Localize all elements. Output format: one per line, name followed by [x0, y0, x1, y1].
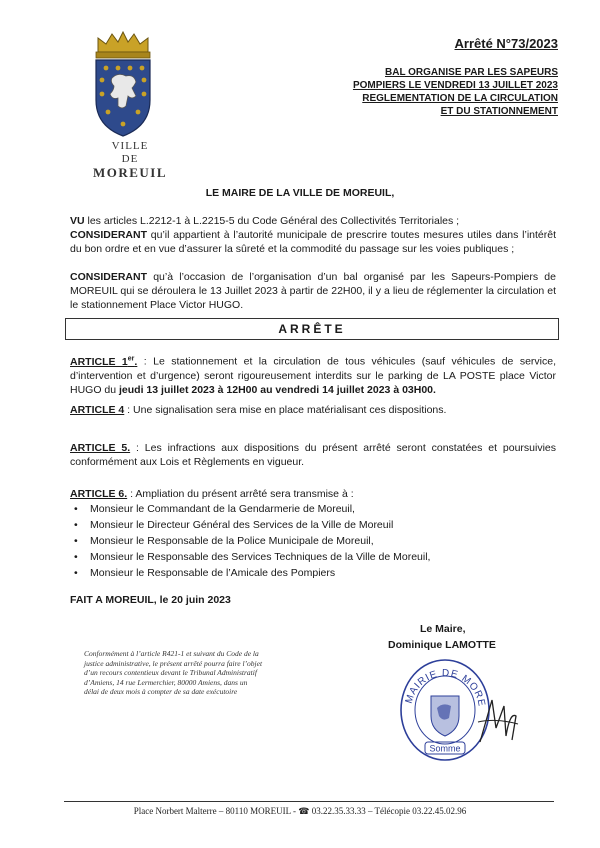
handwritten-signature — [476, 692, 520, 748]
considerant-text: qu’à l’occasion de l’organisation d’un bal organisé par les Sapeurs-Pompiers de MOREUIL qui se déroulera le 13 Juillet 2023 à partir de 22H00, il y a lieu de réglementer la circulation et le stationnement Place Victor HUGO. — [70, 271, 556, 311]
seal-text-bottom: Somme — [429, 743, 461, 754]
article-6-text: : Ampliation du présent arrêté sera transmise à : — [127, 488, 354, 500]
article-4-text: : Une signalisation sera mise en place matérialisant ces dispositions. — [124, 404, 447, 416]
article-6 — [70, 487, 556, 501]
article-5 — [70, 441, 556, 469]
subject-line: BAL ORGANISE PAR LES SAPEURS — [385, 67, 558, 78]
considerant-lead: CONSIDERANT — [70, 271, 148, 283]
considerant-paragraph-1 — [70, 228, 556, 256]
article-1-title — [70, 356, 137, 368]
vu-lead: VU — [70, 215, 85, 227]
article-1-text: : Le stationnement et la circulation de tous véhicules (sauf véhicules de service, d’intervention et d’urgence) seront rigoureusement interdits sur le parking de LA POSTE place Victor HUGO du — [70, 355, 556, 396]
footer-divider — [64, 801, 554, 802]
footer-contact — [0, 806, 600, 817]
arrete-title: ARRÊTE — [65, 318, 559, 340]
article-1-title-text: ARTICLE 1 — [70, 355, 128, 368]
considerant-lead: CONSIDERANT — [70, 229, 148, 241]
fait-a-date: FAIT A MOREUIL, le 20 juin 2023 — [70, 594, 231, 606]
vu-paragraph — [70, 214, 556, 228]
ville-line-2: DE — [121, 153, 139, 165]
article-5-title: ARTICLE 5. — [70, 442, 131, 454]
list-item: • Monsieur le Commandant de la Gendarmerie de Moreuil, — [70, 501, 556, 517]
ville-line-1: VILLE — [111, 140, 149, 152]
list-item: • Monsieur le Responsable de l’Amicale des Pompiers — [70, 565, 556, 581]
legal-notice: Conformément à l’article R421-1 et suivant du Code de la justice administrative, le présent arrêté pourra faire l’objet d’un recours contentieux devant le Tribunal Administratif d’Amiens, 14 rue Lermerchier, 80000 Amiens, dans un délai de deux mois à compter de sa date exécutoire — [84, 649, 263, 696]
article-1 — [70, 352, 556, 397]
list-item: • Monsieur le Responsable de la Police Municipale de Moreuil, — [70, 533, 556, 549]
city-crest — [88, 30, 158, 140]
article-1-sup: er — [127, 355, 135, 362]
footer-address: Place Norbert Malterre – 80110 MOREUIL - — [133, 806, 299, 816]
subject-line: REGLEMENTATION DE LA CIRCULATION — [362, 93, 558, 104]
subject-line: ET DU STATIONNEMENT — [440, 106, 558, 117]
phone-icon: ☎ — [298, 806, 310, 816]
article-1-title-end: . — [134, 355, 138, 368]
recipient-list — [70, 501, 556, 581]
considerant-text: qu’il appartient à l’autorité municipale de prescrire toutes mesures utiles dans l’intérêt du bon ordre et en vue d’assurer la sûreté et la commodité du passage sur les voies publiques ; — [70, 229, 556, 255]
arrete-subject — [353, 66, 558, 118]
list-item: • Monsieur le Directeur Général des Services de la Ville de Moreuil — [70, 517, 556, 533]
vu-text: les articles L.2212-1 à L.2215-5 du Code Général des Collectivités Territoriales ; — [84, 215, 460, 227]
article-4 — [70, 403, 556, 417]
article-1-dates: jeudi 13 juillet 2023 à 12H00 au vendredi 14 juillet 2023 à 03H00. — [119, 383, 436, 396]
article-5-text: : Les infractions aux dispositions du présent arrêté seront constatées et poursuivies conformément aux Lois et Règlements en vigueur. — [70, 442, 556, 468]
arrete-number: Arrêté N°73/2023 — [454, 36, 558, 51]
ville-line-3: MOREUIL — [92, 165, 168, 180]
signatory-title: Le Maire, — [420, 623, 466, 635]
signatory-name: Dominique LAMOTTE — [388, 639, 496, 651]
considerant-paragraph-2 — [70, 270, 556, 312]
article-6-title: ARTICLE 6. — [70, 488, 128, 500]
list-item: • Monsieur le Responsable des Services Techniques de la Ville de Moreuil, — [70, 549, 556, 565]
maire-heading: LE MAIRE DE LA VILLE DE MOREUIL, — [205, 187, 395, 199]
footer-phone: 03.22.35.33.33 – Télécopie 03.22.45.02.96 — [309, 806, 467, 816]
article-4-title: ARTICLE 4 — [70, 404, 125, 416]
subject-line: POMPIERS LE VENDREDI 13 JUILLET 2023 — [352, 80, 558, 91]
seal-text-top: MAIRIE DE MORE — [403, 667, 487, 708]
city-name — [78, 140, 182, 179]
